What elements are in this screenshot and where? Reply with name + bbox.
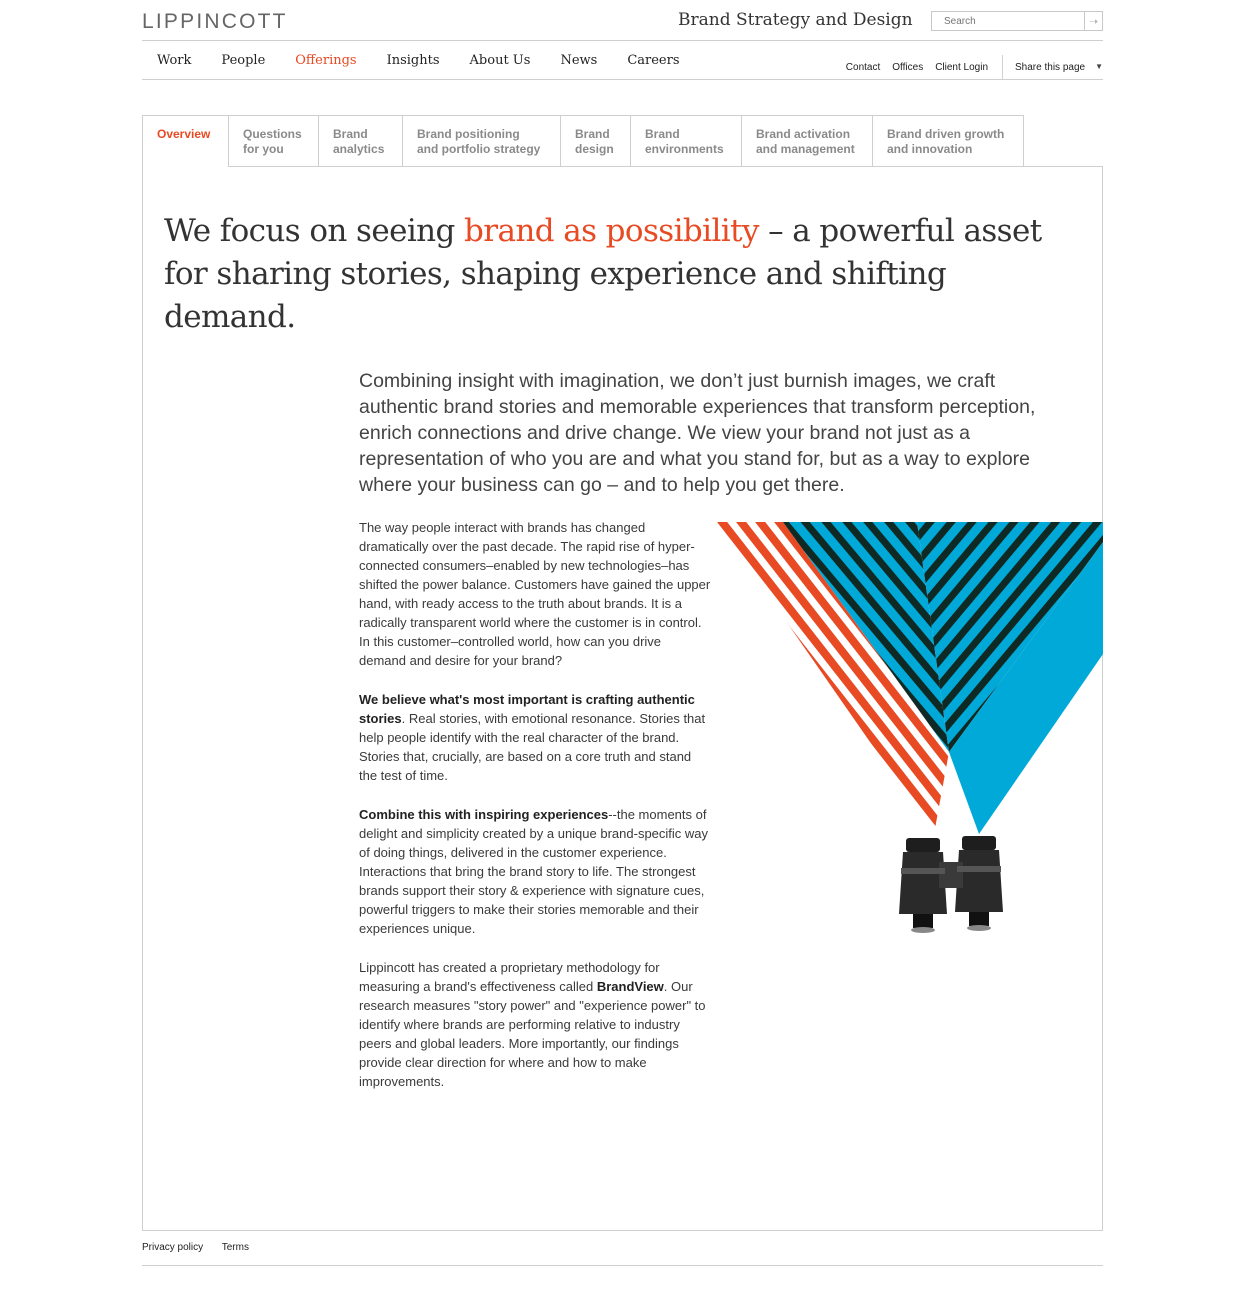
tab-label: for you — [243, 142, 284, 156]
tab-label: Brand positioning — [417, 127, 520, 141]
tab-label: Brand activation — [756, 127, 851, 141]
tab-label: Questions — [243, 127, 302, 141]
paragraph-text: Lippincott has created a proprietary methodology for measuring a brand's effectiveness called — [359, 960, 660, 994]
tab-label: and innovation — [887, 142, 973, 156]
utility-nav — [834, 55, 1103, 79]
tab-label: Brand driven growth — [887, 127, 1005, 141]
body-paragraph — [359, 958, 711, 1091]
headline-text: – a powerful asset for sharing stories, shaping experience and shifting demand. — [164, 213, 1042, 335]
bold-text: Combine this with inspiring experiences — [359, 807, 609, 822]
tab-label: analytics — [333, 142, 385, 156]
nav-item-people[interactable]: People — [221, 53, 266, 68]
logo[interactable]: LIPPINCOTT — [142, 10, 288, 33]
nav-item-work[interactable]: Work — [157, 53, 192, 68]
tab-brand-design[interactable] — [561, 115, 631, 167]
nav-item-news[interactable]: News — [560, 53, 598, 68]
search-submit-button[interactable] — [1084, 12, 1102, 30]
tab-brand-driven-growth[interactable] — [873, 115, 1024, 167]
header-divider — [142, 40, 1103, 41]
bold-text: We believe what's most important is crafting authentic stories — [359, 692, 695, 726]
terms-link[interactable]: Terms — [221, 1242, 249, 1253]
headline-highlight: brand as possibility — [464, 213, 759, 249]
footer-divider — [142, 1265, 1103, 1266]
client-login-link[interactable]: Client Login — [935, 61, 989, 73]
tab-brand-environments[interactable] — [631, 115, 742, 167]
paragraph-text: --the moments of delight and simplicity created by a unique brand-specific way of doing things, delivered in the customer experience. Interactions that bring the brand story to life. The strongest brands support their story & experience with signature cues, powerful triggers to make their stories memorable and their experiences unique. — [359, 807, 709, 936]
contact-link[interactable]: Contact — [845, 61, 881, 73]
binoculars-icon — [899, 836, 1003, 933]
paragraph-text: . Real stories, with emotional resonance. Stories that help people identify with the real character of the brand. Stories that, crucially, are based on a core truth and stand the test of time. — [359, 711, 706, 783]
body-paragraph — [359, 690, 711, 785]
headline-text: We focus on seeing — [164, 213, 465, 249]
share-this-page-button[interactable]: Share this page — [1015, 61, 1086, 73]
tab-brand-positioning[interactable] — [403, 115, 561, 167]
privacy-policy-link[interactable]: Privacy policy — [142, 1242, 204, 1253]
bold-text: BrandView — [596, 979, 664, 994]
paragraph-text: . Our research measures "story power" and "experience power" to identify where brands are performing relative to industry peers and global leaders. More importantly, our findings provide clear direction for where and how to make improvements. — [359, 979, 706, 1089]
tab-label: and portfolio strategy — [417, 142, 541, 156]
arrow-right-icon: ➝ — [1088, 15, 1099, 28]
body-paragraph — [359, 805, 711, 938]
intro-paragraph: Combining insight with imagination, we don’t just burnish images, we craft authentic brand stories and memorable experiences that transform perception, enrich connections and drive change. We view your brand not just as a representation of who you are and what you stand for, but as a way to explore where your business can go – and to help you get there. — [359, 370, 1036, 496]
tab-label: Brand — [645, 127, 680, 141]
site-tagline: Brand Strategy and Design — [678, 10, 913, 30]
nav-item-about-us[interactable]: About Us — [469, 53, 531, 68]
body-copy — [359, 518, 711, 1111]
caret-down-icon[interactable]: ▼ — [1095, 61, 1103, 71]
panel-top-border — [228, 166, 1103, 167]
nav-item-offerings[interactable]: Offerings — [295, 53, 357, 68]
tab-label: environments — [645, 142, 724, 156]
page-headline — [164, 210, 1084, 339]
tab-questions-for-you[interactable] — [229, 115, 319, 167]
tab-label: Brand — [333, 127, 368, 141]
tab-label: Brand — [575, 127, 610, 141]
tab-overview[interactable] — [142, 115, 229, 167]
search-box — [931, 11, 1103, 31]
footer — [142, 1242, 265, 1253]
tab-brand-analytics[interactable] — [319, 115, 403, 167]
offices-link[interactable]: Offices — [892, 61, 924, 73]
nav-item-insights[interactable]: Insights — [386, 53, 440, 68]
nav-divider — [142, 79, 1103, 80]
tab-label: and management — [756, 142, 855, 156]
binoculars-illustration — [717, 522, 1103, 942]
main-nav — [157, 53, 710, 68]
tab-label: design — [575, 142, 614, 156]
utility-divider — [1002, 55, 1003, 79]
tab-label: Overview — [157, 127, 211, 141]
body-paragraph: The way people interact with brands has changed dramatically over the past decade. The rapid rise of hyper-connected consumers–enabled by new technologies–has shifted the power balance. Customers have gained the upper hand, with ready access to the truth about brands. It is a radically transparent world where the customer is in control. In this customer–controlled world, how can you drive demand and desire for your brand? — [359, 520, 711, 668]
tab-brand-activation[interactable] — [742, 115, 873, 167]
offerings-tabs — [142, 115, 1024, 167]
nav-item-careers[interactable]: Careers — [627, 53, 680, 68]
search-input[interactable] — [932, 12, 1085, 30]
